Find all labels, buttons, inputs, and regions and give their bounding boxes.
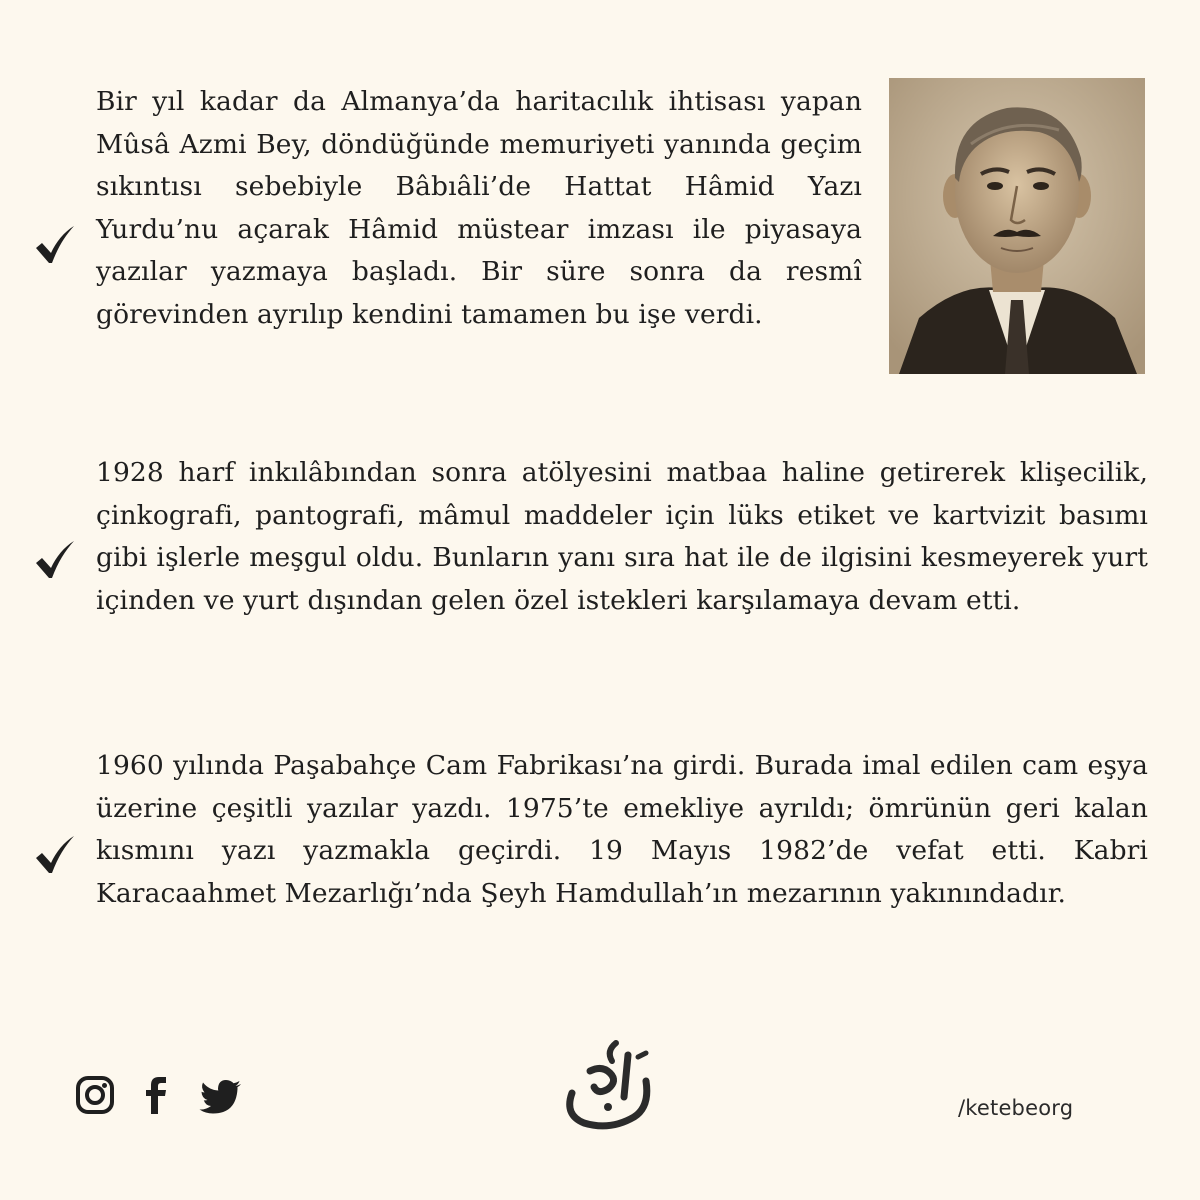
- ketebe-logo: [560, 1035, 656, 1133]
- portrait-photo: [889, 78, 1145, 374]
- check-mark-icon: [32, 537, 78, 583]
- social-handle[interactable]: /ketebeorg: [958, 1096, 1074, 1120]
- paragraph-early-career: Bir yıl kadar da Almanya’da haritacılık ihtisası yapan Mûsâ Azmi Bey, döndüğünde memuriyeti yanında geçim sıkıntısı sebebiyle Bâbıâli’de Hattat Hâmid Yazı Yurdu’nu açarak Hâmid müstear imzası ile piyasaya yazılar yazmaya başladı. Bir süre sonra da resmî görevinden ayrılıp kendini tamamen bu işe verdi.: [96, 86, 862, 330]
- twitter-icon[interactable]: [199, 1074, 243, 1116]
- check-mark-icon: [32, 222, 78, 268]
- check-mark-icon: [32, 832, 78, 878]
- paragraph-printing-career: 1928 harf inkılâbından sonra atölyesini matbaa haline getirerek klişecilik, çinkografi, pantografi, mâmul maddeler için lüks etiket ve kartvizit basımı gibi işlerle meşgul oldu. Bunların yanı sıra hat ile de ilgisini kesmeyerek yurt içinden ve yurt dışından gelen özel istekleri karşılamaya devam etti.: [96, 457, 1148, 616]
- facebook-icon[interactable]: [143, 1074, 169, 1116]
- paragraph-later-life: 1960 yılında Paşabahçe Cam Fabrikası’na girdi. Burada imal edilen cam eşya üzerine çeşitli yazılar yazdı. 1975’te emekliye ayrıldı; ömrünün geri kalan kısmını yazı yazmakla geçirdi. 19 Mayıs 1982’de vefat etti. Kabri Karacaahmet Mezarlığı’nda Şeyh Hamdullah’ın mezarının yakınındadır.: [96, 750, 1148, 909]
- instagram-icon[interactable]: [75, 1074, 115, 1116]
